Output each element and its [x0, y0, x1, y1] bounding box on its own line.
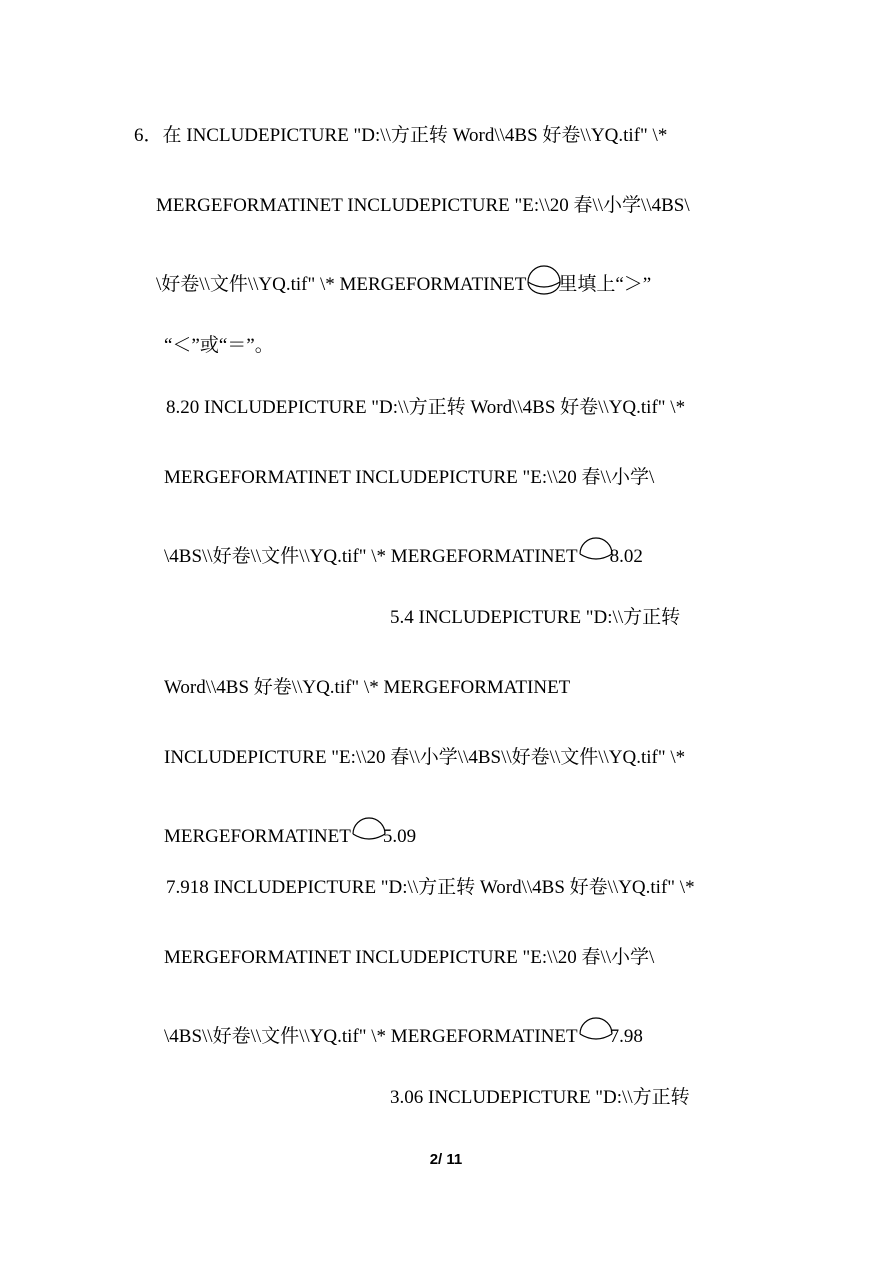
question-6-line-4: “＜”或“＝”。	[164, 335, 274, 356]
question-6-line-3: \好卷\\文件\\YQ.tif" \* MERGEFORMATINET 里填上“＞”	[156, 264, 651, 288]
item-4-line-1: 3.06 INCLUDEPICTURE "D:\\方正转	[390, 1087, 690, 1108]
question-6-line-1: 6．在 INCLUDEPICTURE "D:\\方正转 Word\\4BS 好卷\\YQ.tif" \*	[134, 125, 668, 146]
item-1-line-1: 8.20 INCLUDEPICTURE "D:\\方正转 Word\\4BS 好卷\\YQ.tif" \*	[166, 397, 686, 418]
question-6-line-2: MERGEFORMATINET INCLUDEPICTURE "E:\\20 春\\小学\\4BS\	[156, 195, 690, 216]
item-2-line-2: Word\\4BS 好卷\\YQ.tif" \* MERGEFORMATINET	[164, 677, 571, 698]
item-2-line-1: 5.4 INCLUDEPICTURE "D:\\方正转	[390, 607, 681, 628]
circle-icon	[578, 1016, 610, 1048]
item-3-line-2: MERGEFORMATINET INCLUDEPICTURE "E:\\20 春\\小学\	[164, 947, 655, 968]
item-2-line-4: MERGEFORMATINET 5.09	[164, 816, 416, 840]
circle-icon	[351, 816, 383, 848]
item-1-line-3: \4BS\\好卷\\文件\\YQ.tif" \* MERGEFORMATINET 8.02	[164, 536, 643, 560]
page-number: 2/ 11	[429, 1151, 463, 1168]
item-1-line-2: MERGEFORMATINET INCLUDEPICTURE "E:\\20 春\\小学\	[164, 467, 655, 488]
circle-icon	[578, 536, 610, 568]
circle-icon	[526, 264, 558, 296]
item-2-line-3: INCLUDEPICTURE "E:\\20 春\\小学\\4BS\\好卷\\文件\\YQ.tif" \*	[164, 747, 686, 768]
item-3-line-3: \4BS\\好卷\\文件\\YQ.tif" \* MERGEFORMATINET 7.98	[164, 1016, 643, 1040]
item-3-line-1: 7.918 INCLUDEPICTURE "D:\\方正转 Word\\4BS 好卷\\YQ.tif" \*	[166, 877, 695, 898]
